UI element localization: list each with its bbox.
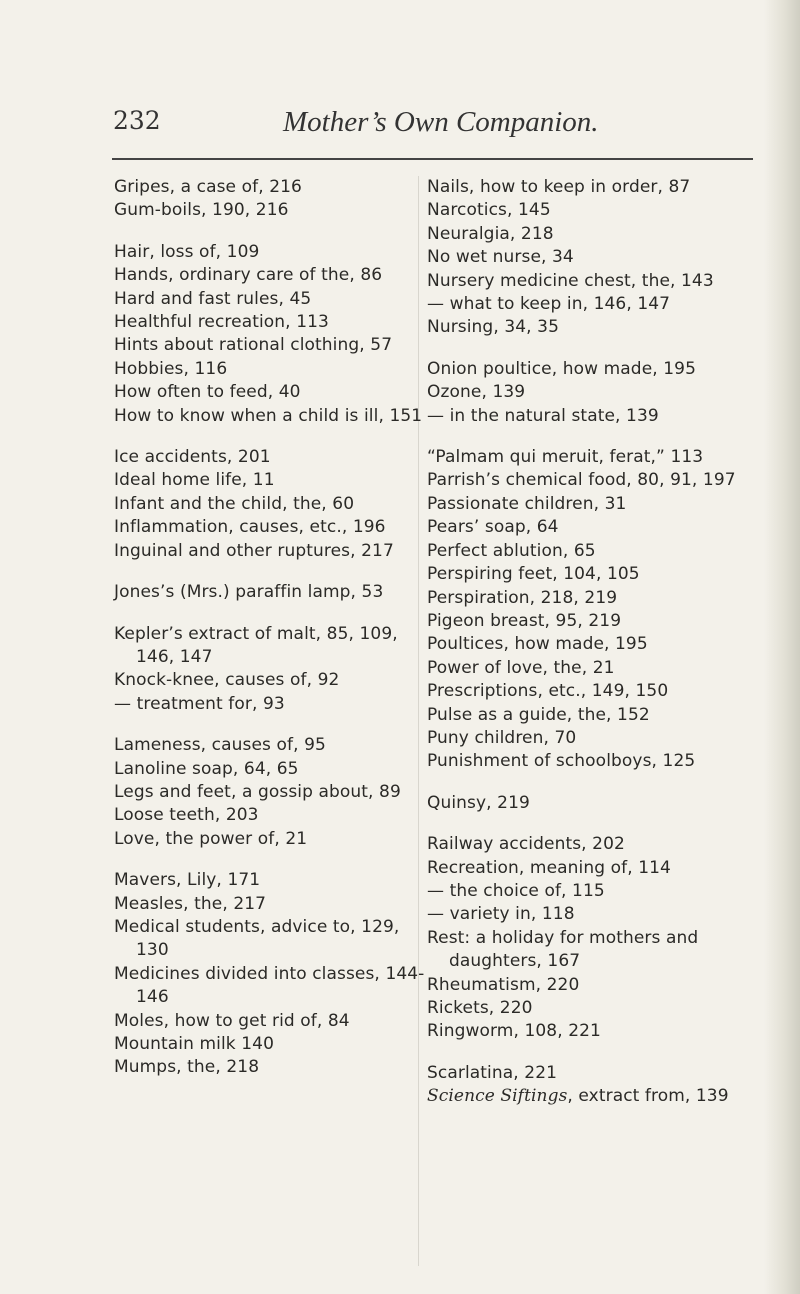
index-entry: Pulse as a guide, the, 152 [427,704,650,725]
index-entry: Medical students, advice to, 129, [114,916,400,937]
index-entry: Nursery medicine chest, the, 143 [427,270,714,291]
index-entry: Healthful recreation, 113 [114,312,329,333]
index-letter-group [427,358,767,428]
index-entry: Nursing, 34, 35 [427,317,560,338]
index-entry: Measles, the, 217 [114,893,267,914]
index-entry: Hints about rational clothing, 57 [114,335,393,356]
index-entry: Ringworm, 108, 221 [427,1021,601,1042]
index-letter-group [114,176,429,223]
index-entry: Pears’ soap, 64 [427,517,559,538]
index-letter-group [114,446,429,563]
index-entry: Mumps, the, 218 [114,1057,260,1078]
index-entry: Rickets, 220 [427,998,533,1018]
index-entry: 146, 147 [136,646,213,667]
index-entry: daughters, 167 [449,951,581,972]
index-letter-group [427,446,767,774]
page-edge-shadow [764,0,800,1294]
index-entry: Inguinal and other ruptures, 217 [114,540,394,561]
index-entry: Onion poultice, how made, 195 [427,358,697,379]
index-letter-group [114,581,429,604]
index-entry: Perfect ablution, 65 [427,540,596,561]
index-entry: Puny children, 70 [427,727,577,748]
index-entry-science-siftings [427,1085,767,1108]
index-entry: Legs and feet, a gossip about, 89 [114,781,401,802]
index-entry-italic-title: Science Siftings [427,1086,568,1107]
index-entry: Prescriptions, etc., 149, 150 [427,681,669,702]
index-entry: Rheumatism, 220 [427,974,580,995]
index-entry: Lameness, causes of, 95 [114,735,326,756]
index-entry-text: , extract from, 139 [567,1086,729,1107]
index-entry: Gripes, a case of, 216 [114,177,302,197]
index-entry: Rest: a holiday for mothers and [427,927,699,948]
index-entry: Gum-boils, 190, 216 [114,200,289,221]
index-entry: 146 [136,987,169,1008]
index-entry: Neuralgia, 218 [427,223,554,244]
index-entry: No wet nurse, 34 [427,247,574,268]
index-entry: Jones’s (Mrs.) paraffin lamp, 53 [114,582,384,603]
index-entry: How often to feed, 40 [114,382,301,403]
index-entry: Punishment of schoolboys, 125 [427,751,696,772]
index-letter-group [427,833,767,1044]
index-entry: Infant and the child, the, 60 [114,493,355,514]
index-entry: Nails, how to keep in order, 87 [427,177,691,197]
index-letter-group [114,241,429,428]
index-entry: — what to keep in, 146, 147 [427,294,671,315]
index-entry: Loose teeth, 203 [114,805,259,826]
index-entry: 130 [136,940,169,961]
index-entry: Ice accidents, 201 [114,447,271,468]
index-letter-group [114,734,429,851]
page-number: 232 [113,106,161,135]
index-entry: Quinsy, 219 [427,792,530,813]
index-entry: Parrish’s chemical food, 80, 91, 197 [427,470,736,491]
running-title: Mother’s Own Companion. [283,106,599,138]
index-entry: Railway accidents, 202 [427,834,625,855]
index-groups-right [427,176,767,1085]
index-entry: Poultices, how made, 195 [427,634,648,655]
index-letter-group [114,869,429,1080]
index-entry: Perspiration, 218, 219 [427,587,618,608]
index-entry: “Palmam qui meruit, ferat,” 113 [427,447,704,468]
index-entry: How to know when a child is ill, 151 [114,405,423,426]
index-entry: Ideal home life, 11 [114,470,275,491]
header-rule [112,158,753,160]
index-entry: Mountain milk 140 [114,1034,275,1054]
index-entry: Recreation, meaning of, 114 [427,857,671,878]
index-letter-group [427,1062,767,1085]
index-entry: Hands, ordinary care of the, 86 [114,265,383,286]
index-entry: Mavers, Lily, 171 [114,870,261,891]
index-column-right [427,176,767,1109]
index-entry: Passionate children, 31 [427,493,627,514]
index-entry: Perspiring feet, 104, 105 [427,564,640,585]
index-entry: — in the natural state, 139 [427,405,659,426]
index-entry: Moles, how to get rid of, 84 [114,1010,350,1031]
index-entry: — treatment for, 93 [114,693,285,714]
index-letter-group [114,623,429,717]
index-entry: Hard and fast rules, 45 [114,288,312,309]
index-letter-group [427,792,767,815]
index-entry: Ozone, 139 [427,382,526,403]
index-entry: Kepler’s extract of malt, 85, 109, [114,623,398,644]
page-header [113,106,753,150]
index-entry: Love, the power of, 21 [114,828,308,849]
index-entry: Hair, loss of, 109 [114,241,260,262]
index-entry: Hobbies, 116 [114,358,228,379]
index-entry: Scarlatina, 221 [427,1062,558,1083]
index-entry: Lanoline soap, 64, 65 [114,758,299,779]
index-letter-group [427,176,767,340]
index-entry: — the choice of, 115 [427,880,605,901]
index-entry: Knock-knee, causes of, 92 [114,670,340,691]
index-entry: Medicines divided into classes, 144- [114,963,425,984]
index-entry: — variety in, 118 [427,904,575,925]
index-column-left [114,176,429,1098]
index-entry: Pigeon breast, 95, 219 [427,610,622,631]
index-entry: Inflammation, causes, etc., 196 [114,517,386,538]
index-entry: Power of love, the, 21 [427,657,615,678]
index-entry: Narcotics, 145 [427,200,551,221]
